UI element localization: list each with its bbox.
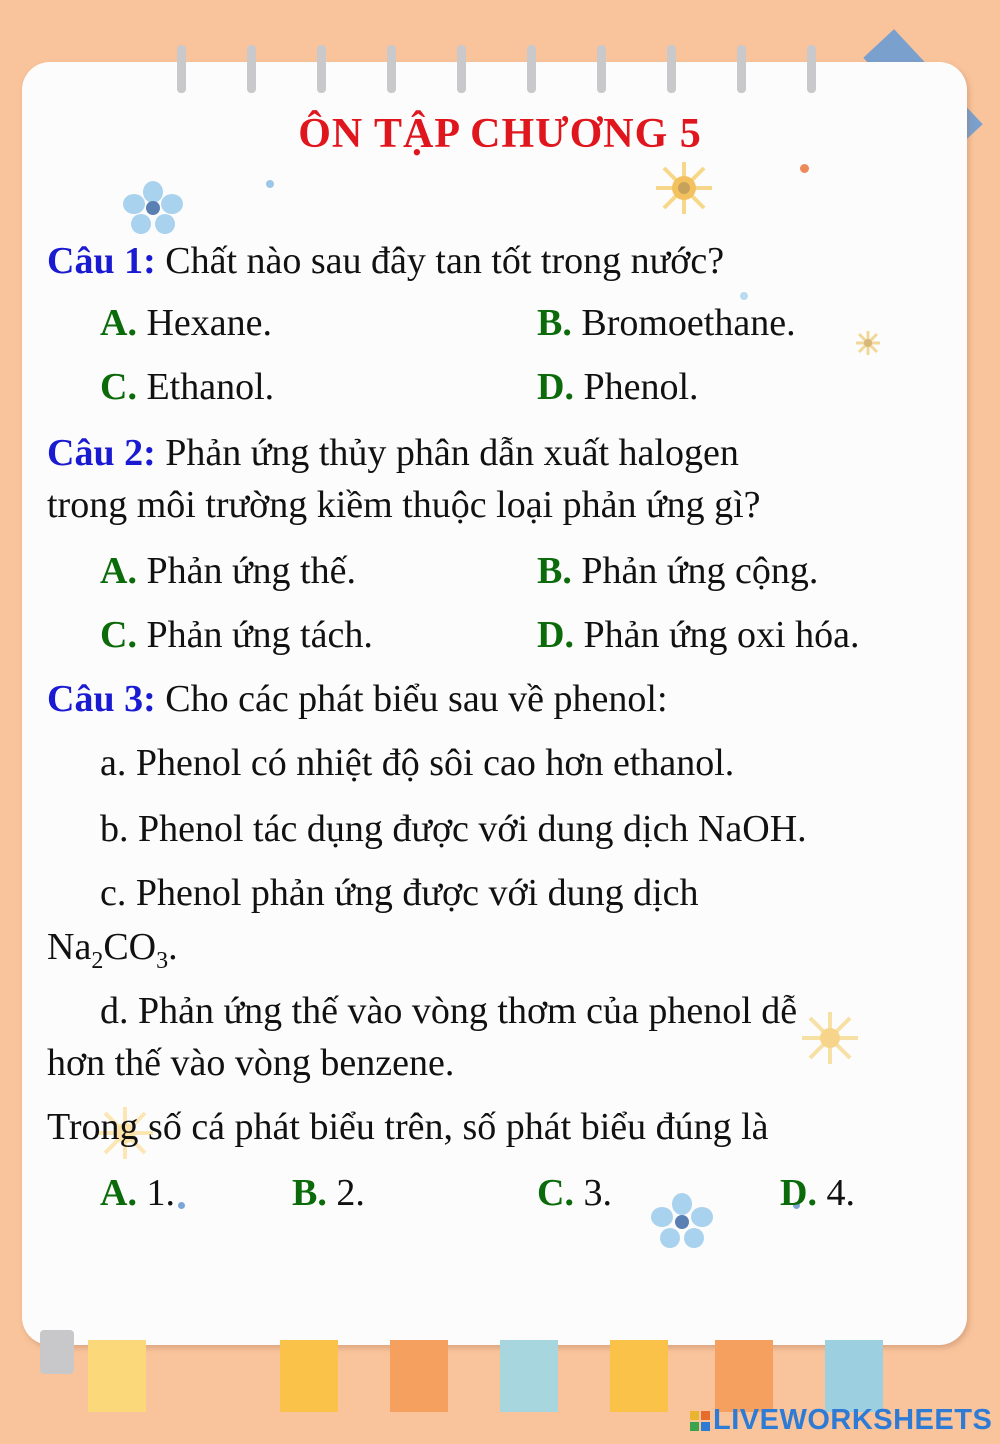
option-letter: B.: [537, 550, 572, 592]
option-letter: A.: [100, 550, 137, 592]
statement-d-continued: hơn thế vào vòng benzene.: [47, 1042, 455, 1084]
question-prompt: Trong số cá phát biểu trên, số phát biểu đúng là: [47, 1106, 769, 1148]
answer-option[interactable]: [780, 1170, 855, 1216]
formula-period: .: [168, 926, 178, 968]
option-letter: B.: [292, 1172, 327, 1214]
answer-option[interactable]: [292, 1170, 365, 1216]
question-label: Câu 1:: [47, 240, 156, 282]
binder-ring: [807, 45, 816, 93]
question-text: trong môi trường kiềm thuộc loại phản ứng gì?: [47, 484, 761, 526]
option-text: 2.: [336, 1172, 365, 1214]
yellow-flower-icon: [800, 1010, 860, 1066]
option-letter: D.: [537, 614, 574, 656]
option-letter: C.: [100, 366, 137, 408]
question-text: Phản ứng thủy phân dẫn xuất halogen: [165, 432, 739, 474]
decorative-dot: [740, 292, 748, 300]
liveworksheets-logo: [690, 1400, 992, 1440]
answer-option[interactable]: [100, 300, 272, 346]
question-2: [47, 430, 739, 476]
answer-option[interactable]: [537, 548, 818, 594]
blue-flower-icon: [122, 180, 184, 236]
tab-decoration: [500, 1340, 558, 1412]
decorative-dot: [178, 1202, 185, 1209]
brand-name: LIVEWORKSHEETS: [713, 1404, 993, 1436]
option-text: Bromoethane.: [581, 302, 796, 344]
formula-co: CO: [103, 926, 157, 968]
formula-subscript: 3: [156, 948, 169, 974]
decorative-dot: [800, 164, 809, 173]
option-text: Phản ứng thế.: [146, 550, 356, 592]
option-letter: A.: [100, 1172, 137, 1214]
option-text: Phản ứng cộng.: [581, 550, 819, 592]
binder-ring: [597, 45, 606, 93]
tab-decoration: [88, 1340, 146, 1412]
binder-ring: [317, 45, 326, 93]
answer-option[interactable]: [100, 364, 274, 410]
question-3: [47, 676, 668, 722]
binder-ring: [387, 45, 396, 93]
binder-ring: [177, 45, 186, 93]
option-text: Ethanol.: [146, 366, 275, 408]
option-letter: C.: [100, 614, 137, 656]
option-text: 4.: [826, 1172, 855, 1214]
statement-b: b. Phenol tác dụng được với dung dịch NaOH.: [100, 808, 807, 850]
option-letter: C.: [537, 1172, 574, 1214]
binder-ring: [247, 45, 256, 93]
formula-subscript: 2: [91, 948, 104, 974]
binder-ring: [737, 45, 746, 93]
tab-decoration: [40, 1330, 74, 1374]
option-text: Phản ứng tách.: [146, 614, 373, 656]
answer-option[interactable]: [537, 364, 699, 410]
answer-option[interactable]: [100, 548, 356, 594]
option-letter: D.: [537, 366, 574, 408]
question-text: Cho các phát biểu sau về phenol:: [165, 678, 668, 720]
binder-ring: [527, 45, 536, 93]
tab-decoration: [390, 1340, 448, 1412]
question-1: [47, 238, 724, 284]
tab-decoration: [280, 1340, 338, 1412]
binder-ring: [667, 45, 676, 93]
answer-option[interactable]: [537, 300, 796, 346]
tab-decoration: [610, 1340, 668, 1412]
option-text: Phản ứng oxi hóa.: [583, 614, 860, 656]
liveworksheets-icon: [690, 1411, 710, 1431]
option-letter: B.: [537, 302, 572, 344]
answer-option[interactable]: [537, 612, 859, 658]
yellow-flower-icon: [652, 160, 716, 216]
option-letter: A.: [100, 302, 137, 344]
statement-a: a. Phenol có nhiệt độ sôi cao hơn ethanol.: [100, 742, 735, 784]
answer-option[interactable]: [537, 1170, 612, 1216]
question-text: Chất nào sau đây tan tốt trong nước?: [165, 240, 725, 282]
option-text: Phenol.: [583, 366, 699, 408]
question-label: Câu 2:: [47, 432, 156, 474]
page-title: ÔN TẬP CHƯƠNG 5: [298, 111, 702, 157]
option-text: 3.: [583, 1172, 612, 1214]
binder-ring: [457, 45, 466, 93]
option-text: Hexane.: [146, 302, 272, 344]
decorative-dot: [266, 180, 274, 188]
small-flower-icon: [855, 330, 881, 356]
answer-option[interactable]: [100, 1170, 175, 1216]
statement-d: d. Phản ứng thế vào vòng thơm của phenol dễ: [100, 990, 798, 1032]
formula-na: Na: [47, 926, 92, 968]
statement-c: c. Phenol phản ứng được với dung dịch: [100, 872, 699, 914]
statement-c-formula: [47, 924, 178, 974]
blue-flower-icon: [650, 1192, 714, 1250]
answer-option[interactable]: [100, 612, 373, 658]
option-text: 1.: [146, 1172, 175, 1214]
option-letter: D.: [780, 1172, 817, 1214]
question-label: Câu 3:: [47, 678, 156, 720]
